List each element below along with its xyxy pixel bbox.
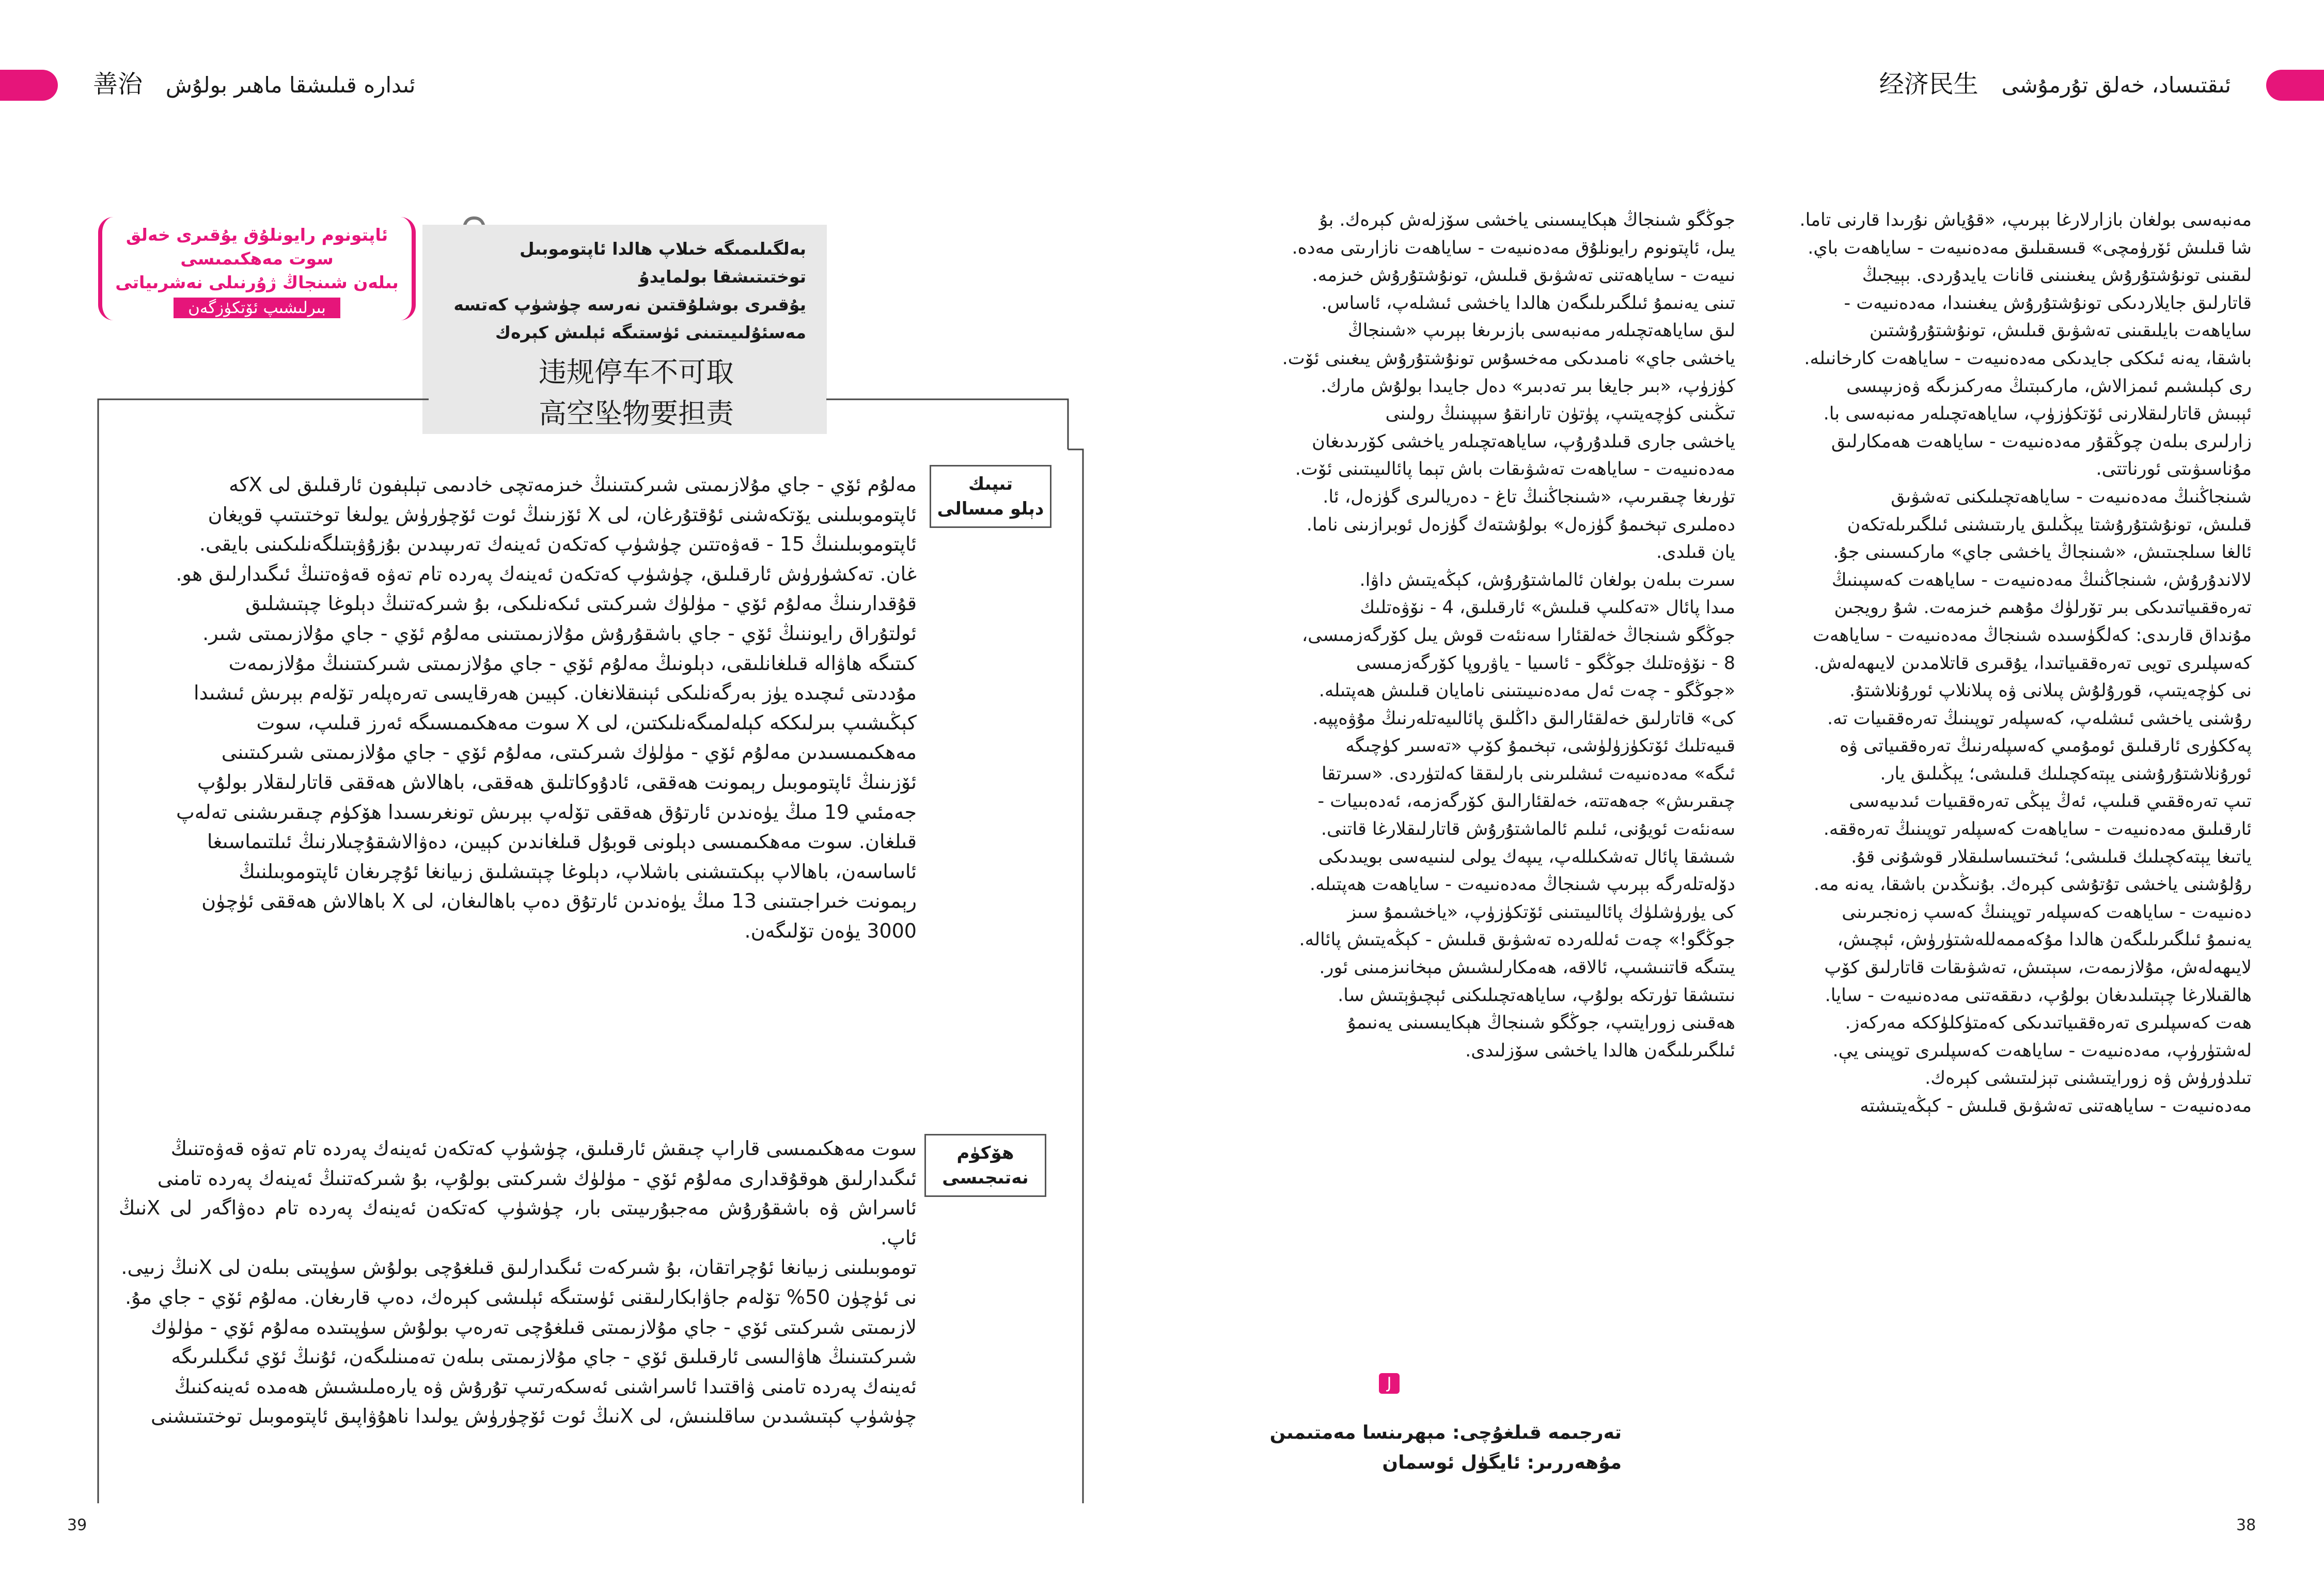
article-title-chinese-2: 高空坠物要担责	[539, 397, 734, 430]
verdict-label-box	[924, 1134, 1046, 1197]
typical-case-label-box	[930, 465, 1051, 528]
case-line: ئۆزىنىڭ ئاپتوموبىل رېمونت ھەققى، ئادۇوكاتلىق ھەققى، باھالاش ھەققى قاتارلىقلار بولۇپ	[197, 770, 917, 793]
typical-case-label-line-1: تىپىك	[968, 474, 1013, 494]
typical-case-label-line-2: دېلو مىسالى	[937, 499, 1044, 519]
column-line: ئېبىش قاتارلىقلارنى ئۆتكۈزۈپ، ساياھەتچىلەر مەنبەسى با.	[1823, 403, 2252, 425]
right-header	[1879, 66, 2231, 102]
case-line: قىلغان. سوت مەھكىمىسى دېلونى قوبۇل قىلغاندىن كېيىن، دەۋالاشقۇچىلارنىڭ ئىلتىماسىغا	[207, 830, 917, 853]
column-line: ھالقىلارغا چېتىلىدىغان بولۇپ، دىققەتنى مەدەنىيەت - سايا.	[1825, 985, 2252, 1006]
case-line: ئاپتوموبىلىنىڭ 15 - قەۋەتتىن چۈشۈپ كەتكەن ئەينەك تەرىپىدىن بۇزۇۋېتىلگەنلىكىنى بايقى.	[199, 533, 917, 556]
column-line: مەدەنىيەت - ساياھەتنى تەشۋىق قىلىش - كېڭەيتىشتە	[1860, 1096, 2252, 1116]
right-header-chinese: 经济民生	[1879, 70, 1978, 99]
column-line: سەنئەت ئويۇنى، ئىلىم ئالماشتۇرۇش قاتارلىقلارغا قاتنى.	[1321, 819, 1735, 840]
column-line: لەشتۈرۈپ، مەدەنىيەت - ساياھەت كەسپلىرى توپىنى يې.	[1832, 1040, 2252, 1061]
credits	[1250, 1418, 1622, 1478]
verdict-line: سوت مەھكىمىسى قاراپ چىقش ئارقىلىق، چۈشۈپ كەتكەن ئەينەك پەردە تام تەۋە قەۋەتنىڭ	[170, 1137, 917, 1160]
column-line: سىرت بىلەن بولغان ئالماشتۇرۇش، كېڭەيتىش داۋا.	[1359, 569, 1735, 590]
column-line: مۇناسىۋىتى ئورناتتى.	[2096, 459, 2252, 480]
verdict-line: ئىگىدارلىق ھوقۇقدارى مەلۇم ئۆي - مۈلۈك شىركىتى بولۇپ، بۇ شىركەتنىڭ ئەينەك پەردە تامنى	[157, 1166, 917, 1190]
column-line: قىلىش، تونۇشتۇرۇشتا يېڭىلىق يارىتىشنى ئىلگىرىلەتكەن	[1847, 514, 2252, 535]
category-badge: بىرلىشىپ ئۆتكۈزگەن	[174, 298, 340, 318]
column-line: 8 - نۆۋەتلىك جوڭگو - ئاسىيا - ياۋروپا كۆرگەزمىسى	[1356, 652, 1735, 674]
category-box	[98, 217, 416, 320]
column-line: قىيەتلىك ئۆتكۈزۈلۈشى، تېخىمۇ كۆپ «تەسىر كۈچىگە	[1345, 736, 1735, 757]
column-line: ئىگە» مەدەنىيەت ئىشلىرىنى بارلىققا كەلتۈردى. «سىرتقا	[1322, 763, 1735, 784]
column-line: مىدا پائال «تەكلىپ قىلىش» ئارقىلىق، 4 - نۆۋەتلىك	[1360, 597, 1735, 618]
left-header	[93, 66, 415, 102]
column-line: دەملىرى تېخىمۇ گۈزەل» بولۇشتەك گۈزەل ئوبرازىنى ناما.	[1306, 514, 1735, 535]
column-line: ئورۇنلاشتۇرۇشنى يېتەكچىلىك قىلىشى؛ يېڭىلىق يار.	[1880, 763, 2252, 784]
column-line: كى يۈرۈشلۈك پائالىيىتىنى ئۆتكۈزۈپ، «ياخشىمۇ سىز	[1347, 901, 1735, 923]
column-line: جوڭگو شىنجاڭ خەلقئارا سەنئەت قوش يىل كۆرگەزمىسى،	[1301, 625, 1735, 646]
right-page-number: 38	[2236, 1516, 2256, 1534]
column-line: ئارقىلىق مەدەنىيەت - ساياھەت كەسپلەر توپىنىڭ تەرەققە.	[1823, 819, 2252, 840]
column-line: تۈرىغا چىقىرىپ، «شىنجاڭنىڭ تاغ - دەريالىرى گۈزەل، ئا.	[1323, 486, 1735, 507]
case-line: ئاساسەن، باھالاپ بېكىتىشنى باشلاپ، دېلوغا چېتىشلىق زىيانغا ئۇچرىغان ئاپتوموبىلنىڭ	[239, 860, 917, 883]
column-line: شىنجاڭنىڭ مەدەنىيەت - ساياھەتچىلىكنى تەشۋىق	[1891, 486, 2252, 507]
column-line: چىقىرىش» جەھەتتە، خەلقئارالىق كۆرگەزمە، ئەدەبىيات -	[1317, 791, 1735, 812]
column-line: لالاندۇرۇش، شىنجاڭنىڭ مەدەنىيەت - ساياھەت كەسپىنىڭ	[1831, 569, 2252, 590]
column-line: ياخشى جارى قىلدۇرۇپ، ساياھەتچىلەر ياخشى كۆرىدىغان	[1312, 431, 1735, 452]
category-line-1: ئاپتونوم رايونلۇق يۇقىرى خەلق سوت مەھكىمىسى	[125, 225, 388, 269]
column-line: شىشقا پائال تەشكىللەپ، يىپەك يولى لىنىيەسى بويىدىكى	[1318, 846, 1735, 867]
verdict-label-line-2: نەتىجىسى	[942, 1167, 1029, 1188]
column-line: رۇلۇشنى ياخشى تۇتۇشى كېرەك. بۇنىڭدىن باشقا، يەنە مە.	[1813, 874, 2252, 895]
verdict-label-line-1: ھۆكۈم	[956, 1143, 1014, 1163]
case-line: مەلۇم ئۆي - جاي مۇلازىمىتى شىركىتىنىڭ خىزمەتچى خادىمى تېلېفون ئارقىلىق لى Xكە	[229, 473, 917, 496]
column-line: تىڭىنى كۈچەيتىپ، پۈتۈن تارانقۇ سېپىنىڭ رولىنى	[1385, 403, 1735, 425]
case-line: رېمونت خىراجىتىنى 13 مىڭ يۈەندىن ئارتۇق دەپ باھالىغان، لى X باھالاش ھەققى ئۈچۈن	[201, 890, 917, 913]
verdict-line: نى ئۈچۈن 50% تۆلەم جاۋابكارلىقنى ئۈستىگە ئېلىشى كېرەك، دەپ قارىغان. مەلۇم ئۆي - جاي مۇ.	[125, 1285, 917, 1309]
column-line: يىتىگە قاتنىشىپ، ئالاقە، ھەمكارلىشىش مېخانىزمىنى ئور.	[1319, 957, 1735, 978]
case-line: ئولتۇراق رايوننىڭ ئۆي - جاي باشقۇرۇش مۇلازىمىتىنى مەلۇم ئۆي - جاي مۇلازىمىتى شىر.	[202, 621, 917, 645]
column-line: دۆلەتلەرگە بېرىپ شىنجاڭ مەدەنىيەت - ساياھەت ھەپتىلە.	[1309, 874, 1735, 895]
column-line: نىتىشقا تۈرتكە بولۇپ، ساياھەتچىلىكنى ئېچىۋېتىش سا.	[1338, 985, 1735, 1006]
category-line-2: بىلەن شىنجاڭ ژۇرنىلى نەشرىياتى	[115, 272, 399, 292]
column-line: جوڭگو!» چەت ئەللەردە تەشۋىق قىلىش - كېڭەيتىش پائالە.	[1299, 929, 1735, 951]
verdict-line: ئەينەك پەردە تامنى ۋاقتىدا ئاسراشنى ئەسكەرتىپ تۇرۇش ۋە يارەملىشىش ھەمدە ئەينەكنىڭ	[174, 1375, 917, 1398]
article-title-uyghur-1: بەلگىلىمىگە خىلاپ ھالدا ئاپتوموبىل توختىتىشقا بولمايدۇ	[520, 239, 806, 287]
column-line: كۈزۈپ، «بىر جايغا بىر تەدبىر» دەل جايىدا بولۇش مارك.	[1321, 376, 1735, 397]
column-line: ھەقىنى زورايتىپ، جوڭگو شىنجاڭ ھېكايىسىنى يەنىمۇ	[1347, 1013, 1735, 1034]
case-line: قۇقدارىنىڭ مەلۇم ئۆي - مۈلۈك شىركىتى ئىكەنلىكى، بۇ شىركەتنىڭ دېلوغا چېتىشلىق	[245, 592, 917, 615]
column-line: نى كۈچەيتىپ، قورۇلۇش پىلانى ۋە پىلانلاپ ئورۇنلاشتۇ.	[1849, 680, 2252, 702]
column-line: زارلىرى بىلەن چوڭقۇر مەدەنىيەت - ساياھەت ھەمكارلىق	[1831, 431, 2252, 452]
right-page-tab-marker	[2266, 70, 2324, 101]
right-page-column-right	[1751, 207, 2252, 1120]
left-header-uyghur: ئىدارە قىلىشقا ماھىر بولۇش	[165, 72, 416, 98]
column-line: يىل، ئاپتونوم رايونلۇق مەدەنىيەت - ساياھەت نازارىتى مەدە.	[1292, 237, 1735, 258]
verdict-line: شىركىتىنىڭ ھاۋالىسى ئارقىلىق ئۆي - جاي مۇلازىمىتى بىلەن تەمىنلىگەن، ئۇنىڭ ئۆي ئىگىلىرىگە	[171, 1345, 917, 1368]
editor-credit: مۇھەررىر: ئايگۈل ئوسمان	[1382, 1452, 1622, 1473]
column-line: كى» قاتارلىق خەلقئارالىق داڭلىق پائالىيەتلەرنىڭ مۇۋەپپە.	[1312, 708, 1735, 729]
case-line: مۇددىتى ئىچىدە يۈز بەرگەنلىكى ئېنىقلانغان. كېيىن ھەرقايسى تەرەپلەر تۆلەم بېرىش ئىشىدا	[194, 681, 917, 705]
column-line: ھەت كەسپلىرى تەرەققىياتىدىكى كەمتۈكلۈككە مەركەز.	[1845, 1013, 2252, 1034]
case-line: غان. تەكشۈرۈش ئارقىلىق، چۈشۈپ كەتكەن ئەينەك پەردە تام تەۋە قەۋەتنىڭ ئىگىدارلىق ھو.	[176, 562, 917, 585]
column-line: شا قىلىش ئۆرۈمچى» قىسقىلىق مەدەنىيەت - ساياھەت باي.	[1808, 237, 2252, 258]
column-line: يەنىمۇ ئىلگىرىلىگەن ھالدا مۇكەممەللەشتۈرۈش، ئېچىش،	[1837, 929, 2252, 951]
case-line: جەمئىي 19 مىڭ يۈەندىن ئارتۇق ھەققى تۆلەپ بېرىش تونغرىسىدا ھۆكۈم چىقىرىشنى تەلەپ	[176, 800, 917, 823]
verdict-line: چۈشۈپ كېتىشىدىن ساقلىنىش، لى Xنىڭ ئوت ئۆچۈرۈش يولىدا ناھۇۋاپىق ئاپتوموبىل توختىتىشنى	[151, 1405, 917, 1428]
column-line: مۇنداق قارىدى: كەلگۈسىدە شىنجاڭ مەدەنىيەت - ساياھەت	[1812, 625, 2252, 646]
left-page-tab-marker	[0, 70, 58, 101]
column-line: تىلدۈرۈش ۋە زورايتىشنى تېزلىتىشى كېرەك.	[1925, 1068, 2252, 1089]
column-line: دەنىيەت - ساياھەت كەسپلەر توپىنىڭ كەسپ زەنجىرىنى	[1842, 901, 2252, 923]
article-title-uyghur-2: يۇقىرى بوشلۇقتىن نەرسە چۈشۈپ كەتسە مەسئۇلىيىتىنى ئۈستىگە ئېلىش كېرەك	[453, 294, 806, 342]
column-line: ياخشى جاي» نامىدىكى مەخسۇس تونۇشتۇرۇش يىغىنى ئۆت.	[1282, 348, 1735, 369]
column-line: تىپ تەرەققىي قىلىپ، ئەڭ يېڭى تەرەققىيات ئىدىيەسى	[1849, 791, 2252, 812]
left-page-number: 39	[67, 1516, 87, 1534]
case-line: كېڭىشىپ بىرلىككە كېلەلمىگەنلىكتىن، لى X سوت مەھكىمىسىگە ئەرز قىلىپ، سوت	[256, 711, 917, 734]
left-header-chinese: 善治	[93, 70, 143, 99]
column-line: تىنى يەنىمۇ ئىلگىرىلىگەن ھالدا ياخشى ئىشلەپ، ئاساس.	[1321, 292, 1735, 314]
column-line: لىقىنى تونۇشتۇرۇش يىغىنىنى قانات يايدۇردى. بېيجىڭ	[1862, 265, 2252, 286]
column-line: ساياھەت بايلىقىنى تەشۋىق قىلىش، تونۇشتۇرۇشتىن	[1869, 320, 2252, 341]
column-line: لىق ساياھەتچىلەر مەنبەسى بازىرىغا بېرىپ «شىنجاڭ	[1347, 320, 1735, 341]
right-header-uyghur: ئىقتىساد، خەلق تۇرمۇشى	[2001, 72, 2231, 98]
case-line: كىتىگە ھاۋالە قىلغانلىقى، دېلونىڭ مەلۇم ئۆي - جاي مۇلازىمىتى شىركىتىنىڭ مۇلازىمەت	[228, 651, 917, 675]
verdict-paragraph	[119, 1134, 917, 1431]
column-line: رى كېلىشىم ئىمزالاش، ماركىبتىڭ مەركىزىگە ۋەزىپىسى	[1846, 376, 2252, 397]
column-line: تەرەققىياتىدىكى بىر تۆرلۈك مۇھىم خىزمەت. شۇ رويجىن	[1834, 597, 2252, 618]
column-line: باشقا، يەنە ئىككى جايدىكى مەدەنىيەت - ساياھەت كارخانىلە.	[1804, 348, 2252, 369]
column-line: رۇشنى ياخشى ئىشلەپ، كەسپلەر توپىنىڭ تەرەققىيات تە.	[1827, 708, 2252, 729]
case-paragraph	[119, 470, 917, 946]
case-line: ئاپتوموبىلىنى يۆتكەشنى ئۇقتۇرغان، لى X ئۆزىنىڭ ئوت ئۆچۈرۈش يولىغا توختىتىپ قويغان	[208, 503, 917, 526]
column-line: مەدەنىيەت - ساياھەت تەشۋىقات باش تېما پائالىيىتىنى ئۆت.	[1295, 459, 1735, 480]
column-line: نىيەت - ساياھەتنى تەشۋىق قىلىش، تونۇشتۇرۇش خىزمە.	[1312, 265, 1735, 286]
end-mark-icon: J	[1379, 1373, 1400, 1394]
verdict-line: لازىمىتى شىركىتى ئۆي - جاي مۇلازىمىتى قىلغۇچى تەرەپ بولۇش سۈپىتىدە مەلۇم ئۆي - مۈلۈك	[151, 1315, 917, 1338]
case-line: مەھكىمىسىدىن مەلۇم ئۆي - مۈلۈك شىركىتى، مەلۇم ئۆي - جاي مۇلازىمىتى شىركىتىنى	[221, 741, 917, 764]
column-line: جوڭگو شىنجاڭ ھېكايىسىنى ياخشى سۆزلەش كېرەك. بۇ	[1319, 210, 1735, 230]
article-title-chinese-1: 违规停车不可取	[539, 356, 734, 388]
column-line: قاتارلىق جايلاردىكى تونۇشتۇرۇش يىغىنىدا، مەدەنىيەت -	[1844, 292, 2252, 314]
case-line: 3000 يۈەن تۆلىگەن.	[744, 919, 917, 942]
column-line: يان قىلدى.	[1656, 542, 1735, 563]
column-line: ياتىغا يېتەكچىلىك قىلىشى؛ ئىختىساسلىقلار قوشۇنى قۇ.	[1851, 846, 2252, 867]
column-line: ئالغا سىلجىتىش، «شىنجاڭ ياخشى جاي» ماركىسىنى جۇ.	[1833, 542, 2252, 563]
column-line: ئىلگىرىلىگەن ھالدا ياخشى سۆزلىدى.	[1465, 1040, 1735, 1061]
column-line: «جوڭگو - چەت ئەل مەدەنىيىتىنى نامايان قىلىش ھەپتىلە.	[1318, 680, 1735, 702]
column-line: مەنبەسى بولغان بازارلارغا بېرىپ، «قۇياش نۇرىدا قارنى تاما.	[1799, 210, 2252, 230]
verdict-line: ئاسراش ۋە باشقۇرۇش مەجبۇرىيىتى بار، چۈشۈپ كەتكەن ئەينەك پەردە تام دەۋاگەر لى Xنىڭ ئاپ.	[119, 1196, 917, 1249]
column-line: كەسپلىرى تويى تەرەققىياتىدا، يۇقىرى قاتلامدىن لايىھەلەش.	[1814, 652, 2252, 674]
column-line: لايىھەلەش، مۇلازىمەت، سېتىش، تەشۋىقات قاتارلىق كۆپ	[1824, 957, 2252, 978]
column-line: پەككۈرى ئارقىلىق ئومۇمىي كەسپلەرنىڭ تەرەققىياتى ۋە	[1839, 736, 2252, 757]
translator-credit: تەرجىمە قىلغۇچى: مېھرىنسا مەمتىمىن	[1269, 1422, 1622, 1443]
right-page-column-left	[1250, 207, 1735, 1065]
verdict-line: توموبىلىنى زىيانغا ئۇچراتقان، بۇ شىركەت ئىگىدارلىق قىلغۇچى بولۇش سۈپىتى بىلەن لى Xنىڭ زىيى.	[121, 1256, 917, 1279]
